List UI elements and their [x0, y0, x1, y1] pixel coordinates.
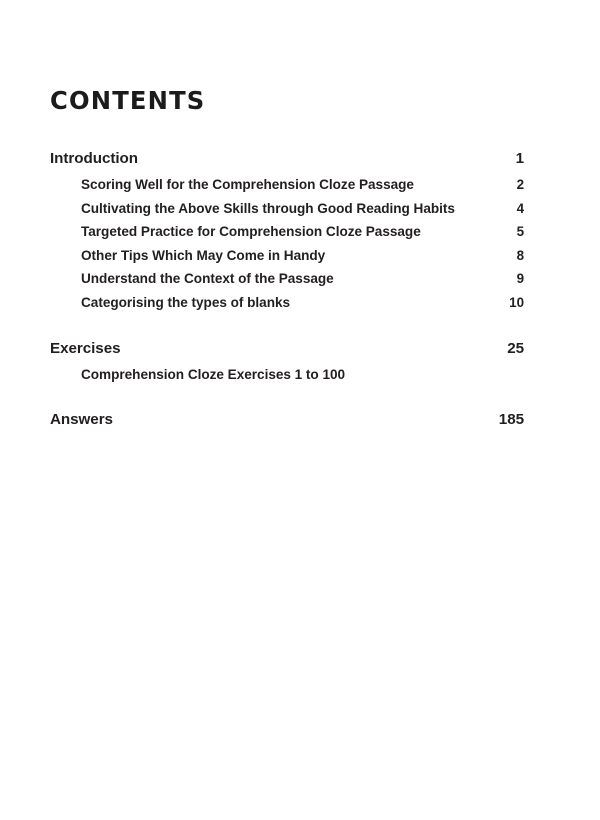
toc-subentry-row[interactable] — [50, 248, 524, 272]
toc-section-row[interactable] — [50, 411, 524, 438]
toc-entry-title: Targeted Practice for Comprehension Cloze Passage — [81, 224, 421, 240]
toc-entry-title: Scoring Well for the Comprehension Cloze Passage — [81, 177, 414, 192]
toc-entry-title: Introduction — [50, 150, 138, 167]
toc-subentry-row[interactable] — [50, 177, 524, 201]
toc-entry-title: Exercises — [50, 339, 121, 357]
toc-entry-title: Other Tips Which May Come in Handy — [81, 247, 326, 263]
toc-entry-title: Cultivating the Above Skills through Good Reading Habits — [81, 200, 455, 216]
toc-entry-title: Categorising the types of blanks — [81, 294, 291, 310]
toc-page-number: 10 — [509, 294, 524, 310]
toc-page-number: 2 — [516, 177, 524, 192]
toc-page-number: 185 — [498, 411, 524, 429]
page-title: CONTENTS — [50, 86, 206, 115]
toc-page-number: 1 — [515, 150, 524, 167]
toc-entry-title: Answers — [50, 411, 113, 429]
toc-page-number: 5 — [516, 224, 524, 240]
toc-page-number: 25 — [507, 339, 524, 357]
toc-subentry-row[interactable] — [50, 201, 524, 225]
toc-subentry-row[interactable] — [50, 224, 524, 248]
table-of-contents — [50, 150, 524, 438]
toc-subentry-row[interactable] — [50, 271, 524, 295]
toc-subentry-row[interactable] — [50, 367, 524, 391]
toc-page-number: 8 — [516, 247, 524, 263]
toc-page-number: 9 — [516, 271, 524, 287]
toc-entry-title: Understand the Context of the Passage — [81, 271, 334, 287]
toc-subentry-row[interactable] — [50, 295, 524, 319]
toc-section-row[interactable] — [50, 150, 524, 177]
toc-entry-title: Comprehension Cloze Exercises 1 to 100 — [81, 366, 346, 382]
toc-page-number: 4 — [516, 200, 524, 216]
toc-section-row[interactable] — [50, 340, 524, 367]
